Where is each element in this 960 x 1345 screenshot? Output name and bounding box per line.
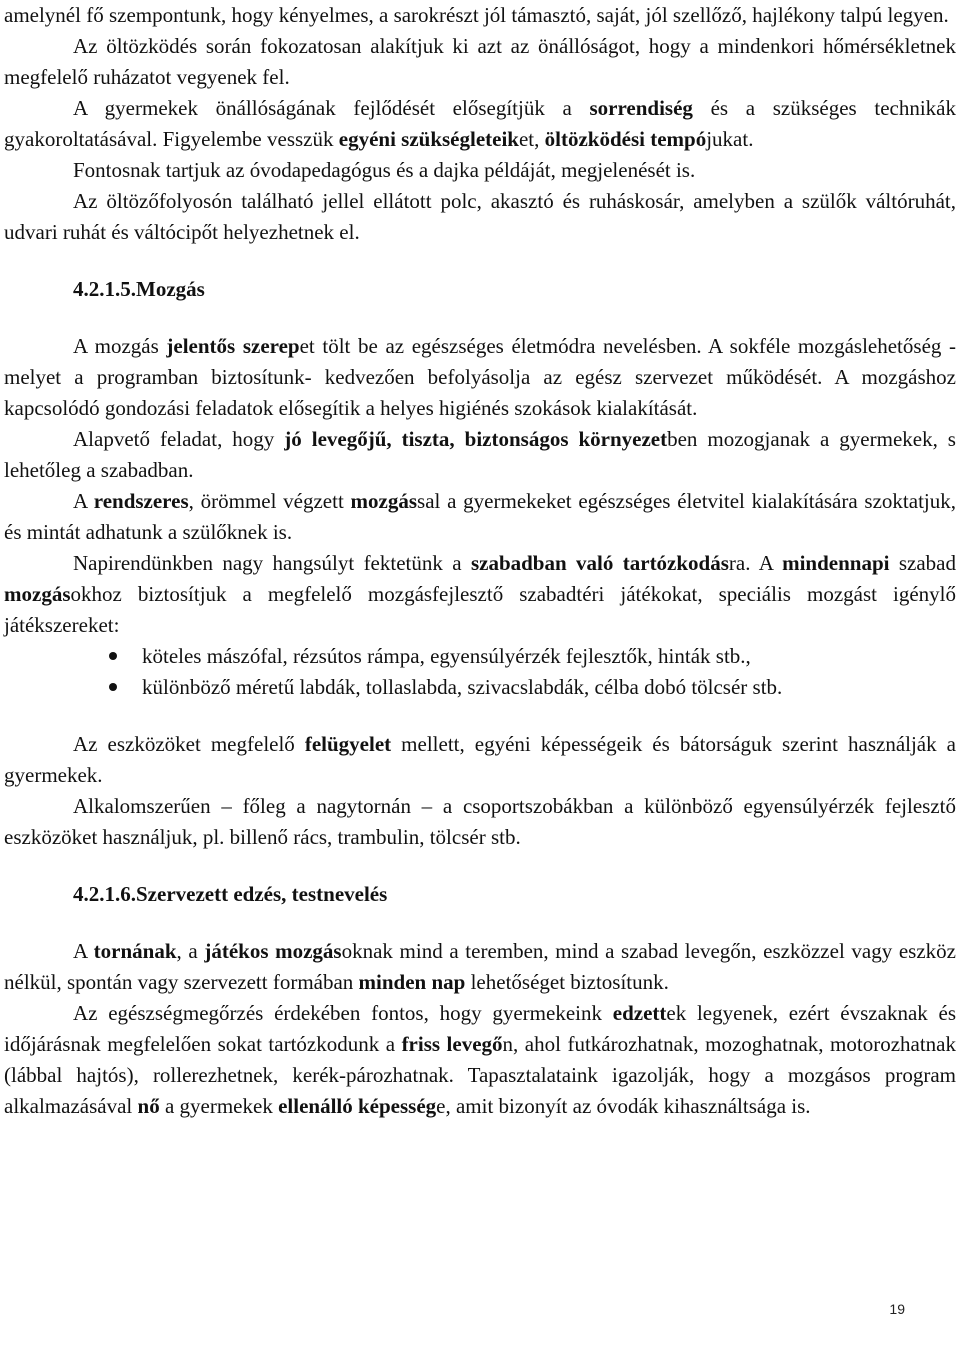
- text-run: A gyermekek önállóságának fejlődését elősegítjük a: [73, 96, 590, 120]
- bold-run: jelentős szerep: [166, 334, 300, 358]
- text-run: et,: [518, 127, 545, 151]
- text-run: n, ahol futkározhatnak, mozoghatnak, motorozhatnak (lábbal hajtós), rollerezhetnek, kerék-pározhatnak. Tapasztalataink igazolják, hogy a mozgásos program alkalmazásával: [4, 1032, 956, 1118]
- page-number: 19: [889, 1301, 905, 1317]
- text-run: ben mozogjanak a gyermekek, s lehetőleg a szabadban.: [4, 427, 956, 482]
- bullet-icon: [109, 652, 117, 660]
- paragraph: [4, 186, 956, 248]
- bold-run: felügyelet: [304, 732, 392, 756]
- paragraph: [4, 155, 956, 186]
- bold-run: ellenálló képesség: [278, 1094, 437, 1118]
- text-run: , örömmel végzett: [188, 489, 351, 513]
- text-run: Alapvető feladat, hogy: [73, 427, 285, 451]
- document-page: [4, 0, 956, 1122]
- bold-run: friss levegő: [401, 1032, 503, 1056]
- bold-run: mozgás: [4, 582, 71, 606]
- paragraph: [4, 331, 956, 424]
- bold-run: mozgás: [350, 489, 418, 513]
- paragraph: [4, 729, 956, 791]
- bold-run: szabadban való tartózkodás: [470, 551, 729, 575]
- bold-run: nő: [137, 1094, 160, 1118]
- bold-run: sorrendiség: [589, 96, 693, 120]
- paragraph: [4, 424, 956, 486]
- text-run: Napirendünkben nagy hangsúlyt fektetünk a: [73, 551, 471, 575]
- list-item-text: köteles mászófal, rézsútos rámpa, egyensúlyérzék fejlesztők, hinták stb.,: [142, 644, 751, 668]
- text-run: szabad: [889, 551, 956, 575]
- text-run: e, amit bizonyít az óvodák kihasználtsága is.: [436, 1094, 811, 1118]
- text-run: mellett, egyéni képességeik és bátorságuk szerint használják a gyermekek.: [4, 732, 956, 787]
- text-run: lehetőséget biztosítunk.: [465, 970, 669, 994]
- text-run: Az egészségmegőrzés érdekében fontos, hogy gyermekeink: [73, 1001, 613, 1025]
- text-run: ra. A: [728, 551, 783, 575]
- paragraph: [4, 0, 956, 31]
- text-run: et tölt be az egészséges életmódra nevelésben. A sokféle mozgáslehetőség - melyet a programban biztosítunk- kedvezően befolyásolja az egész szervezet működését. A mozgáshoz kapcsolódó gondozási feladatok elősegítik a helyes higiénés szokások kialakítását.: [4, 334, 956, 420]
- text-run: oknak mind a teremben, mind a szabad levegőn, eszközzel vagy eszköz nélkül, spontán vagy szervezett formában: [4, 939, 956, 994]
- text-run: Az eszközöket megfelelő: [73, 732, 305, 756]
- text-run: Alkalomszerűen – főleg a nagytornán – a csoportszobákban a különböző egyensúlyérzék fejlesztő eszközöket használjuk, pl. billenő rács, trambulin, tölcsér stb.: [4, 794, 956, 849]
- bold-run: tornának: [93, 939, 177, 963]
- text-run: Fontosnak tartjuk az óvodapedagógus és a dajka példáját, megjelenését is.: [73, 158, 696, 182]
- text-run: és a szükséges technikák gyakoroltatásával. Figyelembe vesszük: [4, 96, 956, 151]
- bold-run: egyéni szükségleteik: [338, 127, 519, 151]
- text-run: okhoz biztosítjuk a megfelelő mozgásfejlesztő szabadtéri játékokat, speciális mozgást igénylő játékszereket:: [4, 582, 956, 637]
- paragraph: [4, 31, 956, 93]
- text-run: A mozgás: [73, 334, 167, 358]
- paragraph: [4, 486, 956, 548]
- text-run: amelynél fő szempontunk, hogy kényelmes, a sarokrészt jól támasztó, saját, jól szellőző, hajlékony talpú legyen.: [4, 3, 949, 27]
- text-run: sal a gyermekeket egészséges életvitel kialakítására szoktatjuk, és mintát adhatunk a szülőknek is.: [4, 489, 956, 544]
- bold-run: rendszeres: [93, 489, 189, 513]
- bold-run: edzett: [612, 1001, 667, 1025]
- bold-run: jó levegőjű, tiszta, biztonságos környezet: [284, 427, 668, 451]
- bold-run: mindennapi: [782, 551, 890, 575]
- paragraph: [4, 548, 956, 641]
- bullet-list: [4, 641, 956, 703]
- paragraph: [4, 791, 956, 853]
- text-run: jukat.: [706, 127, 754, 151]
- list-item-text: különböző méretű labdák, tollaslabda, szivacslabdák, célba dobó tölcsér stb.: [142, 675, 783, 699]
- bold-run: öltözködési tempó: [544, 127, 707, 151]
- paragraph: [4, 998, 956, 1122]
- list-item: [109, 672, 956, 703]
- section-heading: 4.2.1.5.Mozgás: [73, 277, 205, 301]
- text-run: A: [73, 489, 94, 513]
- bold-run: játékos mozgás: [204, 939, 342, 963]
- paragraph: [4, 93, 956, 155]
- text-run: ek legyenek, ezért évszaknak és időjárásnak megfelelően sokat tartózkodunk a: [4, 1001, 957, 1056]
- bullet-icon: [109, 683, 117, 691]
- list-item: [109, 641, 956, 672]
- text-run: a gyermekek: [159, 1094, 279, 1118]
- bold-run: minden nap: [358, 970, 466, 994]
- section-heading: 4.2.1.6.Szervezett edzés, testnevelés: [73, 882, 388, 906]
- paragraph: [4, 936, 956, 998]
- text-run: Az öltözködés során fokozatosan alakítjuk ki azt az önállóságot, hogy a mindenkori hőmérsékletnek megfelelő ruházatot vegyenek fel.: [4, 34, 956, 89]
- text-run: Az öltözőfolyosón található jellel ellátott polc, akasztó és ruháskosár, amelyben a szülők váltóruhát, udvari ruhát és váltócipőt helyezhetnek el.: [4, 189, 956, 244]
- text-run: A: [73, 939, 94, 963]
- text-run: , a: [176, 939, 205, 963]
